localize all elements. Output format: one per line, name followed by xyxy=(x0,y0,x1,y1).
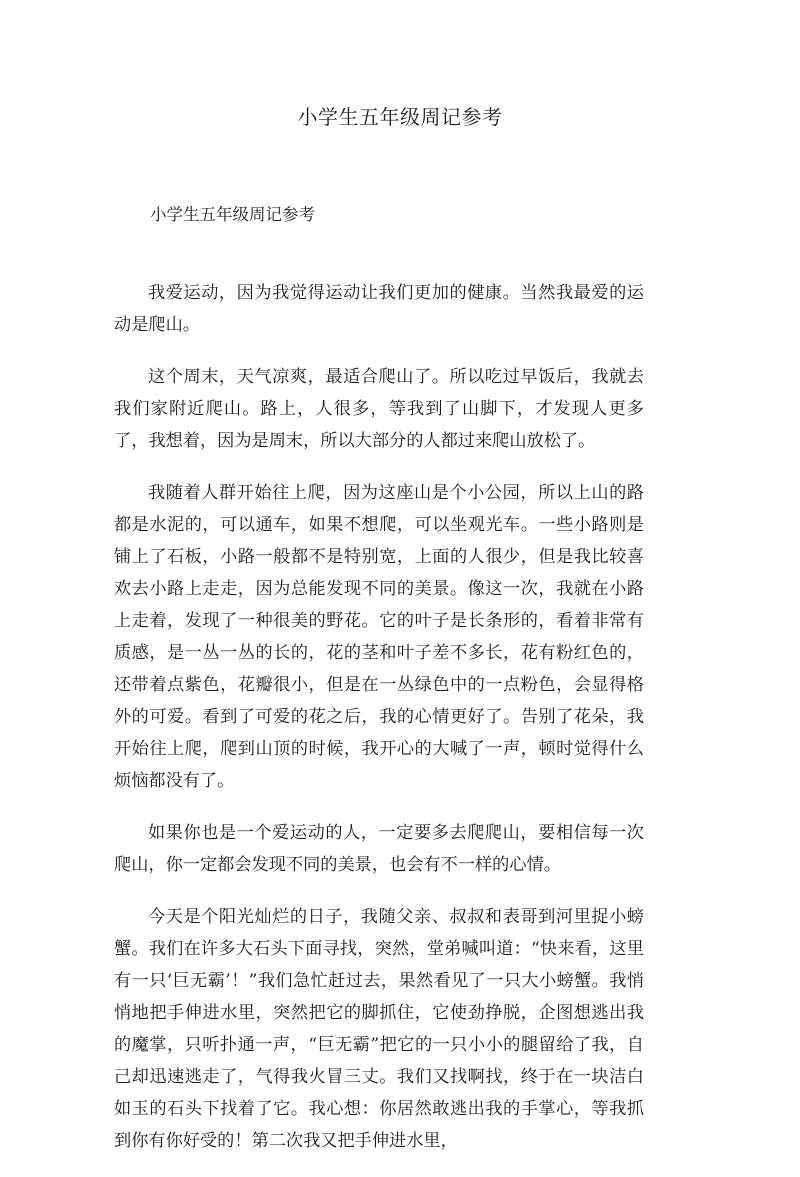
document-body xyxy=(114,277,644,1177)
paragraph: 今天是个阳光灿烂的日子，我随父亲、叔叔和表哥到河里捉小螃蟹。我们在许多大石头下面寻找，突然，堂弟喊叫道：“快来看，这里有一只‘巨无霸’！”我们急忙赶过去，果然看见了一只大小螃蟹。我悄悄地把手伸进水里，突然把它的脚抓住，它使劲挣脱，企图想逃出我的魔掌，只听扑通一声，“巨无霸”把它的一只小小的腿留给了我，自己却迅速逃走了，气得我火冒三丈。我们又找啊找，终于在一块洁白如玉的石头下找着了它。我心想：你居然敢逃出我的手掌心，等我抓到你有你好受的！第二次我又把手伸进水里， xyxy=(114,907,644,1151)
paragraph: 这个周末，天气凉爽，最适合爬山了。所以吃过早饭后，我就去我们家附近爬山。路上，人很多，等我到了山脚下，才发现人更多了，我想着，因为是周末，所以大部分的人都过来爬山放松了。 xyxy=(114,367,644,451)
paragraph: 我爱运动，因为我觉得运动让我们更加的健康。当然我最爱的运动是爬山。 xyxy=(114,283,644,335)
paragraph: 如果你也是一个爱运动的人，一定要多去爬爬山，要相信每一次爬山，你一定都会发现不同的美景，也会有不一样的心情。 xyxy=(114,823,644,875)
document-title: 小学生五年级周记参考 xyxy=(297,105,503,129)
paragraph: 我随着人群开始往上爬，因为这座山是个小公园，所以上山的路都是水泥的，可以通车，如果不想爬，可以坐观光车。一些小路则是铺上了石板，小路一般都不是特别宽，上面的人很少，但是我比较喜欢去小路上走走，因为总能发现不同的美景。像这一次，我就在小路上走着，发现了一种很美的野花。它的叶子是长条形的，看着非常有质感，是一丛一丛的长的，花的茎和叶子差不多长，花有粉红色的，还带着点紫色，花瓣很小，但是在一丛绿色中的一点粉色，会显得格外的可爱。看到了可爱的花之后，我的心情更好了。告别了花朵，我开始往上爬，爬到山顶的时候，我开心的大喊了一声，顿时觉得什么烦恼都没有了。 xyxy=(114,483,644,791)
document-subtitle: 小学生五年级周记参考 xyxy=(150,205,315,224)
